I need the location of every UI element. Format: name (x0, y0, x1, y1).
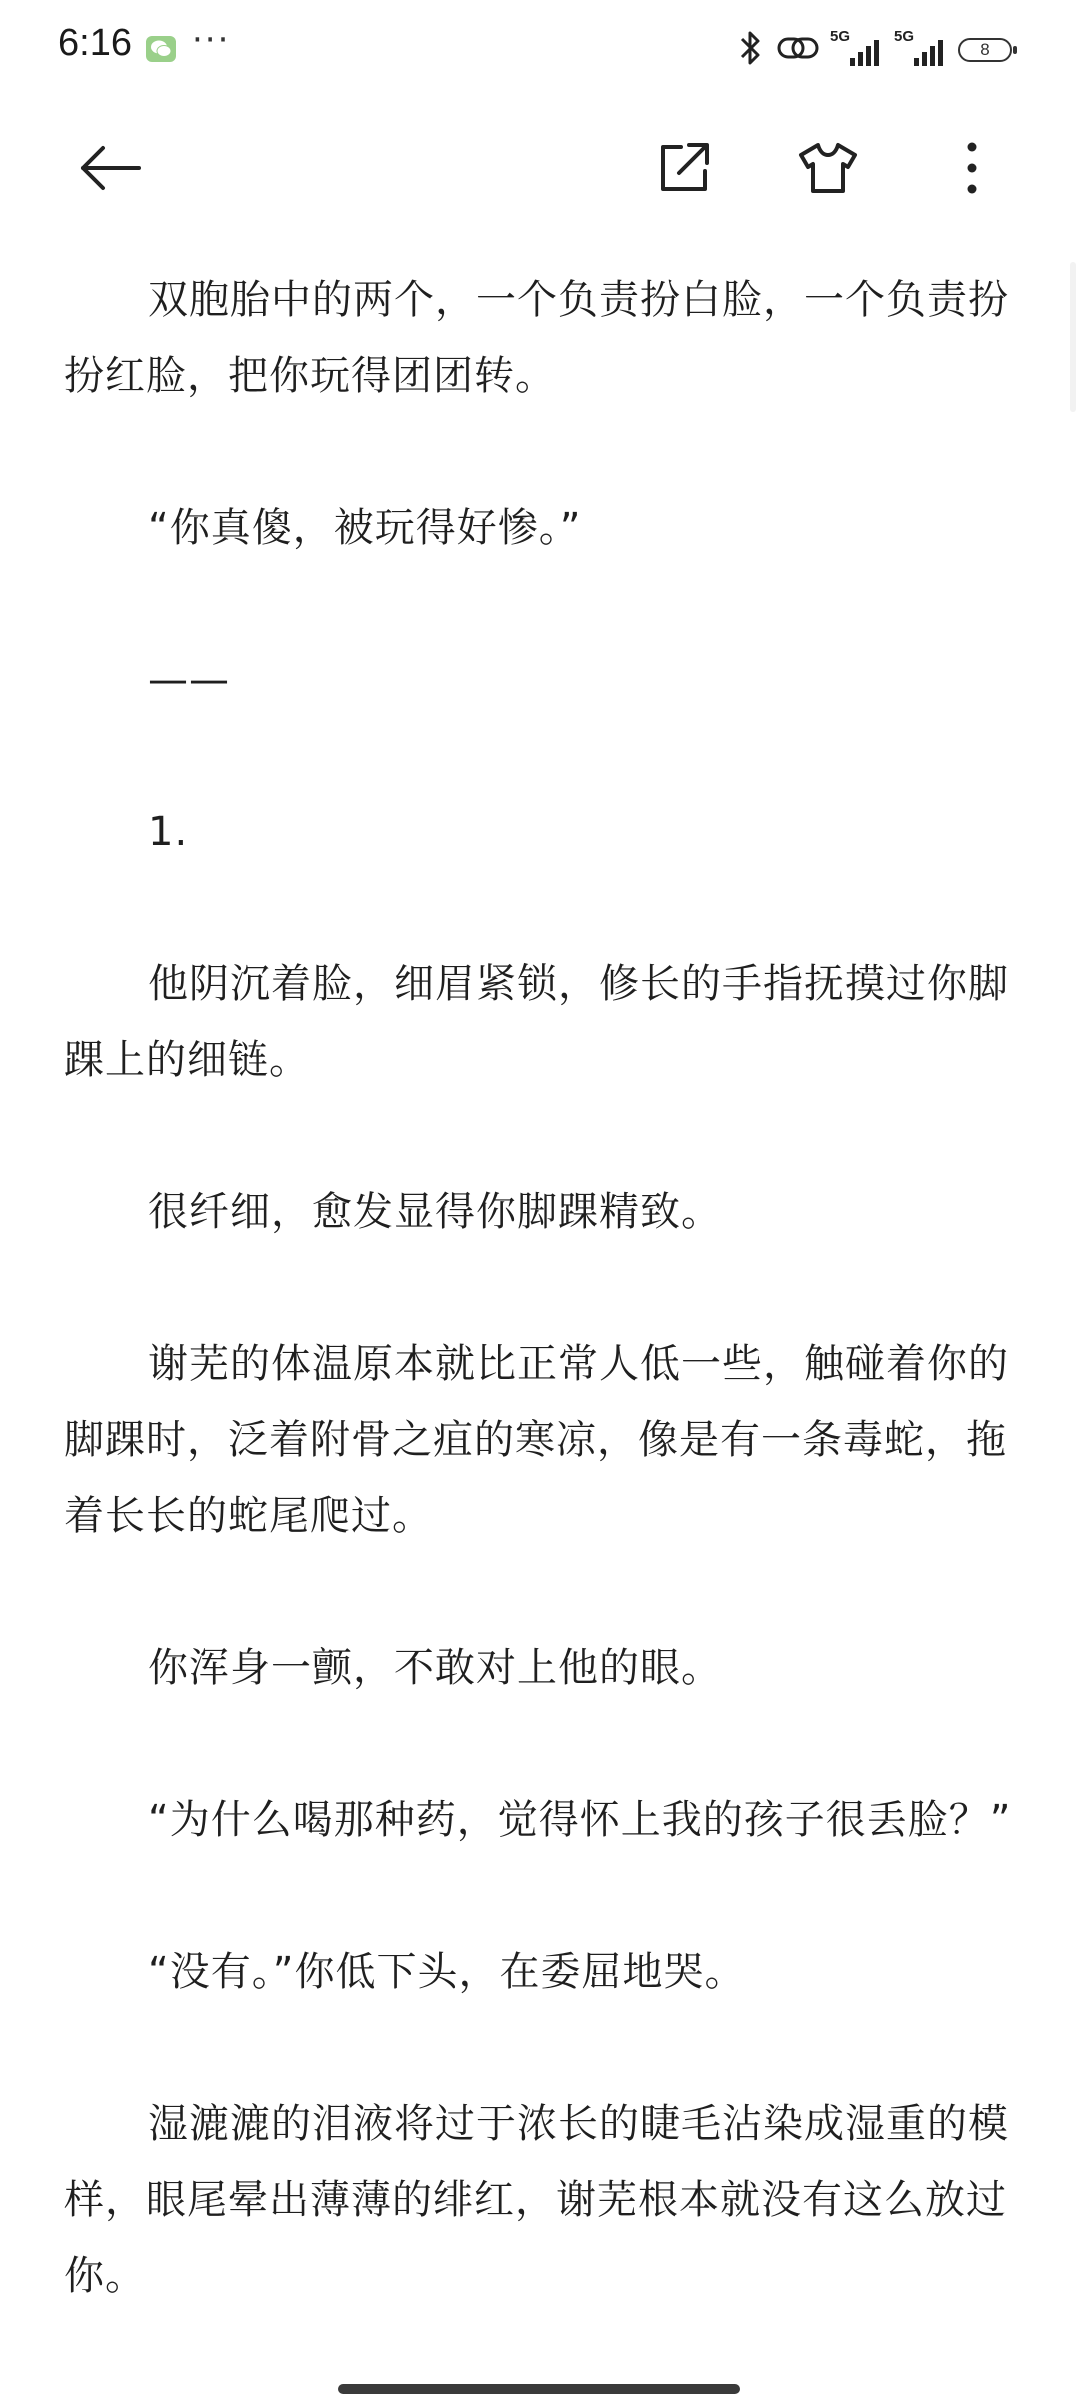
chapter-number: 1. (148, 809, 189, 855)
tshirt-icon (797, 139, 859, 197)
paragraph: “为什么喝那种药，觉得怀上我的孩子很丢脸？” (148, 1797, 1012, 1843)
paragraph: “你真傻，被玩得好惨。” (148, 505, 582, 551)
status-time: 6:16 (58, 22, 132, 64)
home-indicator[interactable] (338, 2384, 740, 2394)
back-button[interactable] (72, 130, 148, 206)
status-icons (736, 28, 1012, 72)
section-divider: —— (148, 657, 230, 703)
theme-button[interactable] (790, 130, 866, 206)
sim2-signal-icon (894, 30, 948, 70)
paragraph: 他阴沉着脸，细眉紧锁，修长的手指抚摸过你脚踝上的细链。 (64, 961, 1009, 1083)
arrow-left-icon (77, 143, 143, 193)
scrollbar[interactable] (1070, 262, 1076, 412)
more-options-button[interactable] (934, 130, 1010, 206)
battery-icon (958, 38, 1012, 62)
paragraph: 你浑身一颤，不敢对上他的眼。 (148, 1645, 722, 1691)
share-button[interactable] (646, 130, 722, 206)
chapter-content (64, 262, 1024, 2314)
paragraph: 很纤细，愈发显得你脚踝精致。 (148, 1189, 722, 1235)
vertical-dots-icon (962, 140, 982, 196)
bluetooth-icon (736, 29, 766, 71)
sim1-network-label: 5G (830, 28, 851, 45)
notification-more-icon: ··· (192, 20, 231, 60)
wechat-icon (146, 36, 176, 62)
paragraph: “没有。”你低下头，在委屈地哭。 (148, 1949, 746, 1995)
battery-level: 8 (980, 40, 990, 59)
sim1-signal-icon (830, 30, 884, 70)
paragraph: 谢芜的体温原本就比正常人低一些，触碰着你的脚踝时，泛着附骨之疽的寒凉，像是有一条毒蛇，拖着长长的蛇尾爬过。 (64, 1341, 1009, 1539)
status-bar (0, 0, 1080, 100)
paragraph: 双胞胎中的两个，一个负责扮白脸，一个负责扮扮红脸，把你玩得团团转。 (64, 277, 1009, 399)
hotspot-link-icon (776, 29, 820, 71)
reader-toolbar (0, 110, 1080, 226)
paragraph: 湿漉漉的泪液将过于浓长的睫毛沾染成湿重的模样，眼尾晕出薄薄的绯红，谢芜根本就没有这么放过你。 (64, 2101, 1009, 2299)
external-link-icon (655, 139, 713, 197)
sim2-network-label: 5G (894, 28, 915, 45)
